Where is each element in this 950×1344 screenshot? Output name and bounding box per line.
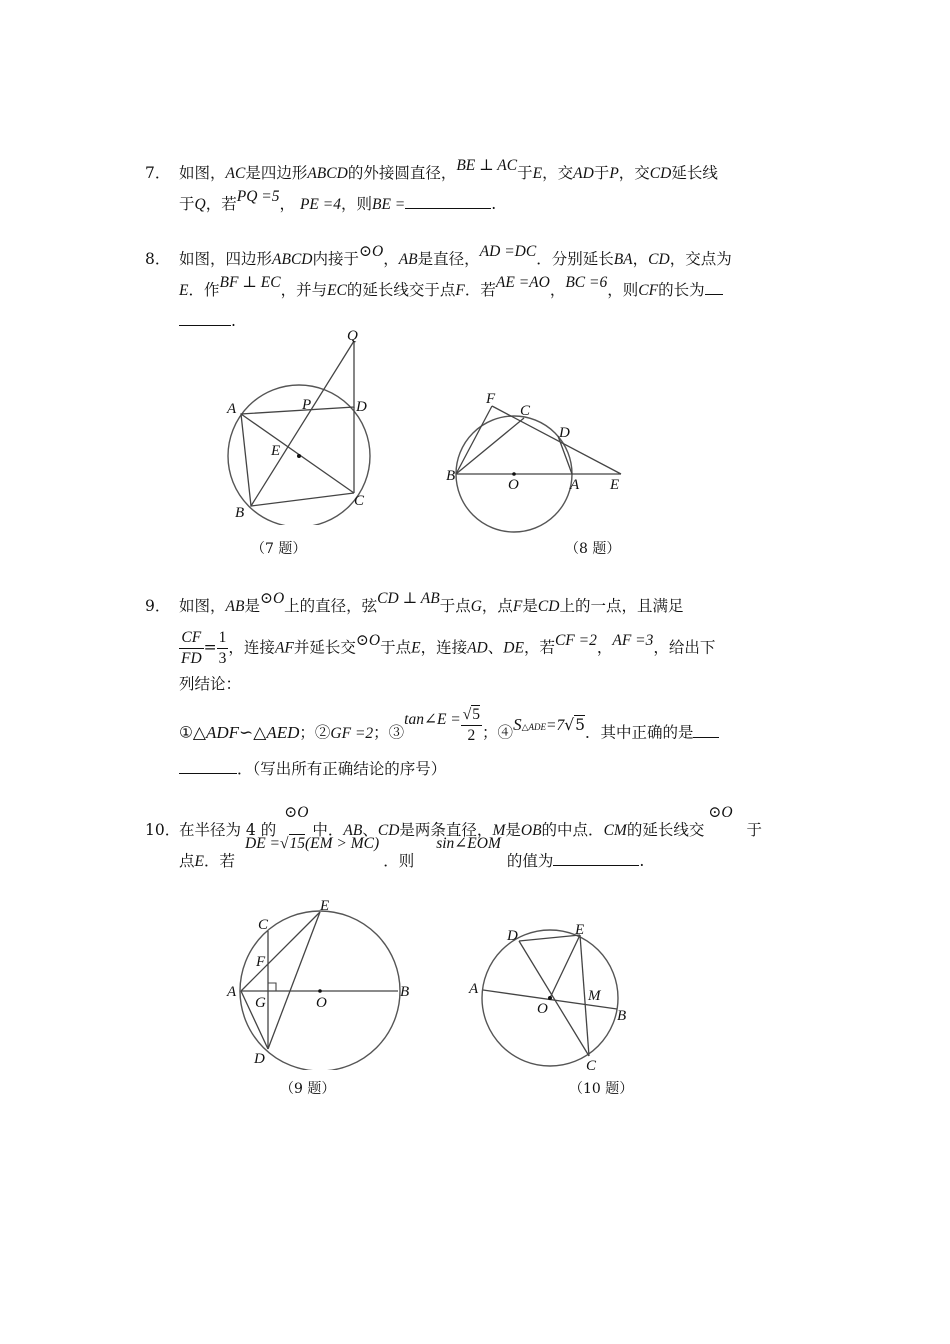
figure-7-caption: （7 题） — [251, 541, 307, 557]
denominator: 2 — [467, 727, 476, 744]
math: AD =DC — [479, 243, 537, 260]
text: . — [231, 312, 236, 330]
numerator: CF — [179, 628, 204, 649]
center-dot — [548, 996, 552, 1000]
text: ，点 — [481, 597, 513, 615]
math: BC =6 — [565, 274, 608, 291]
math: G — [470, 598, 482, 615]
text: ① — [179, 723, 193, 742]
denominator: 3 — [218, 650, 227, 667]
answer-blank[interactable] — [553, 851, 639, 866]
segment-de — [519, 935, 580, 941]
math: tan∠E = — [404, 710, 461, 728]
segment-da — [558, 436, 572, 474]
math: AF — [274, 639, 294, 657]
math: ⊙O — [355, 631, 381, 649]
diameter-dc — [519, 941, 589, 1056]
math: △ADE — [521, 721, 546, 732]
label-c: C — [520, 403, 531, 419]
figure-8-caption: （8 题） — [565, 541, 621, 557]
denominator: FD — [181, 650, 202, 667]
question-10 — [145, 804, 810, 877]
text: 的长为 — [658, 281, 705, 299]
text: 是 — [244, 597, 260, 615]
text: ．分别延长 — [536, 250, 614, 268]
text: 点 — [179, 852, 195, 870]
text: ， — [279, 195, 295, 213]
label-f: F — [486, 391, 496, 407]
math: BE = — [371, 196, 406, 213]
figure-9-caption: （9 题） — [280, 1081, 336, 1097]
text: 是 — [505, 821, 521, 839]
math: AB — [225, 598, 245, 615]
math: E — [532, 165, 543, 182]
math: ⊙O — [708, 804, 733, 821]
label-o: O — [537, 1001, 548, 1017]
text: 是四边形 — [245, 164, 308, 182]
text: ，给出下 — [653, 638, 716, 657]
text: 于 — [593, 164, 610, 182]
text: . — [491, 195, 497, 213]
math: GF =2 — [330, 724, 374, 742]
label-a: A — [469, 981, 479, 997]
answer-blank-cont[interactable] — [179, 759, 237, 774]
text: ，交 — [542, 164, 574, 182]
text: . — [639, 852, 645, 870]
math: CD — [537, 598, 560, 615]
fraction-one-third — [217, 628, 229, 669]
question-number: 7． — [145, 164, 171, 182]
radicand: 5 — [472, 706, 481, 723]
radicand: 15 — [289, 835, 306, 852]
math: Q — [194, 196, 206, 213]
label-c: C — [354, 493, 365, 509]
text: ，则 — [607, 281, 639, 299]
text: ，交点为 — [669, 250, 732, 268]
math: ⊙O — [259, 590, 285, 607]
segment-ac — [241, 414, 354, 493]
text: 的值为 — [506, 852, 554, 870]
text: 、 — [487, 638, 504, 657]
math: CM — [603, 822, 627, 839]
figure-7 — [220, 325, 400, 525]
text: 上的一点，且满足 — [559, 597, 684, 615]
text: ，连接 — [420, 638, 468, 657]
segment-fe — [492, 406, 621, 474]
answer-blank[interactable] — [693, 723, 719, 738]
label-a: A — [227, 401, 237, 417]
math: M — [492, 822, 506, 839]
text: 于 — [179, 195, 195, 213]
math: (EM > MC) — [305, 835, 380, 852]
text: 于 — [517, 164, 533, 182]
label-o: O — [508, 477, 519, 493]
text: ．（写出所有正确结论的序号） — [237, 760, 447, 778]
text: ， — [632, 250, 649, 268]
text: 于点 — [380, 638, 412, 657]
math: CD — [648, 251, 670, 268]
figure-10-caption: （10 题） — [569, 1081, 634, 1097]
figure-9 — [222, 895, 422, 1070]
math: AB — [398, 251, 418, 268]
math: ⊙O — [284, 804, 309, 821]
text: ；③ — [373, 723, 405, 742]
math: =7 — [545, 716, 565, 734]
text: 的中点． — [541, 821, 604, 839]
text: ，则 — [340, 195, 372, 213]
label-b: B — [617, 1008, 627, 1024]
label-p: P — [302, 397, 312, 413]
figure-8 — [440, 385, 640, 535]
question-number: 10． — [145, 821, 181, 839]
math: F — [512, 598, 523, 615]
text: 上的直径，弦 — [284, 597, 378, 615]
answer-blank-cont[interactable] — [179, 311, 231, 326]
text: 列结论： — [179, 675, 242, 693]
text: ．若 — [464, 281, 496, 299]
answer-blank[interactable] — [705, 280, 723, 295]
math: E — [179, 282, 189, 299]
math: = — [203, 638, 217, 657]
math: CD ⊥ AB — [377, 590, 440, 607]
math: S — [513, 714, 522, 734]
math: BA — [613, 251, 633, 268]
text: 内接于 — [312, 250, 359, 268]
math: BF ⊥ EC — [219, 274, 281, 291]
math: AE =AO — [495, 274, 550, 291]
text: ，交 — [618, 164, 650, 182]
math: F — [455, 282, 465, 299]
text: 的延长线交 — [626, 821, 705, 839]
text: ；④ — [482, 723, 514, 742]
label-c: C — [586, 1058, 597, 1074]
math: ABCD — [307, 165, 348, 182]
label-e: E — [320, 898, 330, 914]
text: 中． — [312, 821, 344, 839]
text: 的延长线交于点 — [346, 281, 456, 299]
text: 是 — [522, 597, 538, 615]
label-f: F — [256, 954, 266, 970]
math: ⊙O — [359, 243, 384, 260]
text: ．则 — [383, 852, 415, 870]
text: ， — [383, 250, 399, 268]
math: sin∠EOM — [436, 835, 501, 852]
math: DE — [503, 639, 524, 657]
math: CD — [377, 822, 400, 839]
text: 的外接圆直径， — [347, 164, 457, 182]
math: CF =2 — [554, 631, 597, 649]
label-b: B — [400, 984, 410, 1000]
text: 于点 — [439, 597, 471, 615]
center-dot — [318, 989, 322, 993]
label-d: D — [559, 425, 570, 441]
math: DE = — [245, 835, 280, 852]
fraction-sqrt5-2 — [461, 705, 482, 746]
label-d: D — [356, 399, 367, 415]
label-d: D — [254, 1051, 265, 1067]
segment-ae — [241, 912, 320, 991]
answer-blank[interactable] — [405, 194, 491, 209]
text: 延长线 — [671, 164, 718, 182]
text: 、 — [362, 821, 378, 839]
text: 于 — [746, 821, 763, 839]
question-number: 9． — [145, 597, 171, 615]
math: E — [411, 639, 421, 657]
center-dot — [297, 454, 301, 458]
text: ， — [596, 638, 613, 657]
text: ，若 — [205, 195, 237, 213]
sqrt: √5 — [564, 715, 585, 734]
label-d: D — [507, 928, 518, 944]
label-q: Q — [347, 328, 358, 344]
math: CD — [649, 165, 672, 182]
center-dot — [512, 472, 516, 476]
text: 如图， — [179, 164, 226, 182]
radicand: 5 — [575, 715, 585, 734]
text: 如图， — [179, 597, 226, 615]
label-b: B — [235, 505, 245, 521]
right-angle-mark — [268, 983, 276, 991]
text: 并延长交 — [293, 638, 356, 657]
numerator: 1 — [217, 628, 229, 649]
segment-bc — [456, 418, 524, 474]
text: ，并与 — [280, 281, 328, 299]
text: ．作 — [188, 281, 220, 299]
segment-bf — [456, 406, 492, 474]
question-9 — [145, 591, 810, 784]
math-de: DE =√15(EM > MC) — [245, 835, 380, 852]
math: CF — [638, 282, 659, 299]
math: E — [194, 853, 204, 870]
math: PQ =5 — [236, 188, 280, 205]
question-7 — [145, 158, 810, 220]
math: AB — [343, 822, 363, 839]
text: 在半径为 4 的 — [179, 821, 277, 839]
text: ，若 — [523, 638, 555, 657]
text: ．若 — [203, 852, 235, 870]
math: P — [609, 165, 619, 182]
label-a: A — [570, 477, 580, 493]
math: AC — [225, 165, 246, 182]
fraction-cf-fd — [179, 628, 204, 669]
text: ；② — [299, 723, 331, 742]
label-c: C — [258, 917, 269, 933]
math: PE =4 — [299, 196, 341, 213]
label-e: E — [610, 477, 620, 493]
numerator: √5 — [461, 705, 482, 726]
math: OB — [520, 822, 542, 839]
math: AD — [467, 639, 488, 657]
text: ．其中正确的是 — [584, 723, 694, 742]
text: 是直径， — [417, 250, 480, 268]
segment-bq — [251, 341, 354, 506]
label-g: G — [255, 995, 266, 1011]
math: BE ⊥ AC — [456, 157, 518, 174]
label-m: M — [588, 988, 601, 1004]
label-a: A — [227, 984, 237, 1000]
text: 是两条直径， — [399, 821, 493, 839]
math: EC — [327, 282, 347, 299]
label-b: B — [446, 468, 456, 484]
text: ， — [549, 281, 566, 299]
question-number: 8． — [145, 250, 171, 268]
segment-de — [268, 912, 320, 1049]
label-e: E — [271, 443, 281, 459]
text: 如图，四边形 — [179, 250, 273, 268]
math: △ADF∽△AED — [192, 722, 300, 742]
label-e: E — [575, 922, 585, 938]
segment-oe — [550, 935, 580, 998]
figure-10 — [465, 920, 645, 1075]
math: AD — [573, 165, 594, 182]
label-o: O — [316, 995, 327, 1011]
question-8 — [145, 244, 810, 336]
math: AF =3 — [612, 631, 654, 649]
text: ，连接 — [228, 638, 275, 657]
math: ABCD — [272, 251, 313, 268]
